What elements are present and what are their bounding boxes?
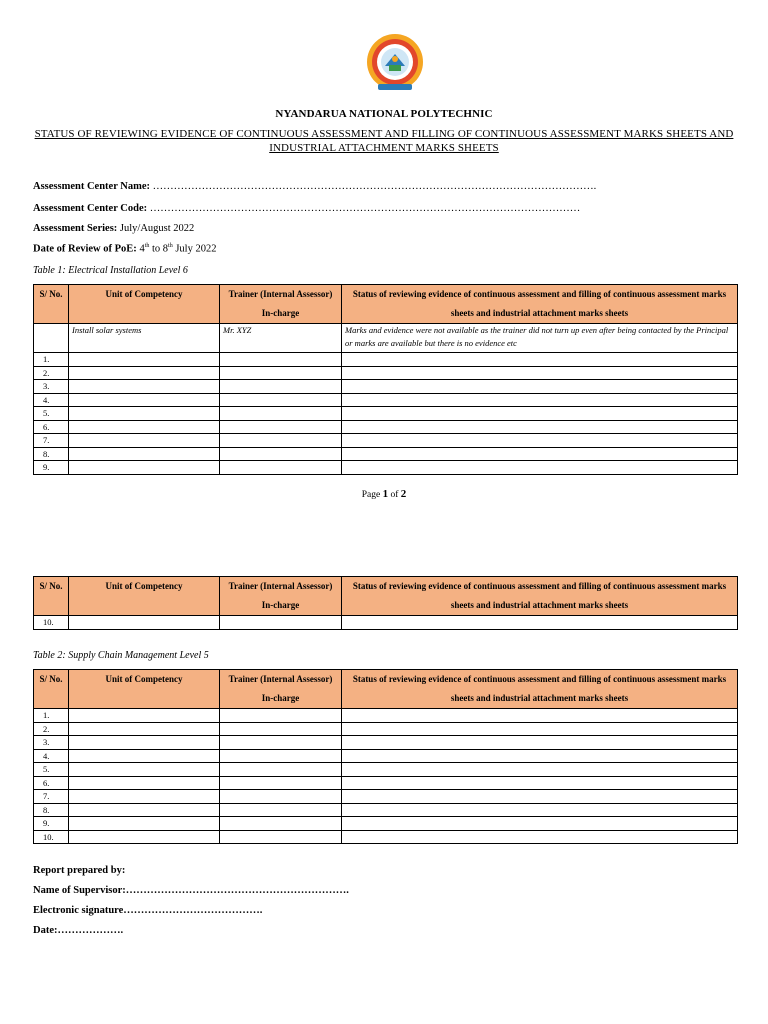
center-code-field bbox=[33, 203, 580, 214]
row-number: 4. bbox=[34, 749, 69, 763]
row-status-cell bbox=[342, 709, 738, 723]
row-number: 1. bbox=[34, 709, 69, 723]
page-current: 1 bbox=[382, 488, 389, 500]
row-trainer-cell bbox=[220, 380, 342, 394]
page-prefix: Page bbox=[361, 490, 381, 500]
col-sno: S/ No. bbox=[34, 670, 69, 709]
row-number: 3. bbox=[34, 380, 69, 394]
row-unit-cell bbox=[69, 407, 220, 421]
row-status-cell bbox=[342, 380, 738, 394]
row-number: 8. bbox=[34, 803, 69, 817]
row-trainer-cell bbox=[220, 393, 342, 407]
col-trainer: Trainer (Internal Assessor) In-charge bbox=[220, 670, 342, 709]
row-unit-cell bbox=[69, 420, 220, 434]
row-unit-cell bbox=[69, 380, 220, 394]
table-row bbox=[34, 380, 738, 394]
supervisor-name-field: Name of Supervisor:………………………………………………………. bbox=[33, 885, 349, 896]
row-unit-cell bbox=[69, 353, 220, 367]
table-row bbox=[34, 790, 738, 804]
table-row bbox=[34, 461, 738, 475]
row-trainer-cell bbox=[220, 434, 342, 448]
center-code-value: …………………………………………………………………………………………………………… bbox=[149, 203, 581, 214]
row-status-cell bbox=[342, 407, 738, 421]
table-row bbox=[34, 366, 738, 380]
review-date-to: to bbox=[151, 243, 161, 255]
row-number: 3. bbox=[34, 736, 69, 750]
col-unit: Unit of Competency bbox=[69, 577, 220, 616]
example-trainer: Mr. XYZ bbox=[220, 324, 342, 353]
row-trainer-cell bbox=[220, 790, 342, 804]
row-number: 8. bbox=[34, 447, 69, 461]
table-row bbox=[34, 763, 738, 777]
assessment-series-field bbox=[33, 223, 194, 234]
row-status-cell bbox=[342, 790, 738, 804]
review-date-day1: 4 bbox=[139, 243, 145, 255]
row-status-cell bbox=[342, 776, 738, 790]
row-unit-cell bbox=[69, 790, 220, 804]
row-number: 10. bbox=[34, 830, 69, 844]
row-status-cell bbox=[342, 420, 738, 434]
row-number: 9. bbox=[34, 817, 69, 831]
row-number: 2. bbox=[34, 366, 69, 380]
row-status-cell bbox=[342, 722, 738, 736]
row-status-cell bbox=[342, 736, 738, 750]
row-status-cell bbox=[342, 616, 738, 630]
row-unit-cell bbox=[69, 803, 220, 817]
table-row bbox=[34, 420, 738, 434]
row-number: 10. bbox=[34, 616, 69, 630]
row-status-cell bbox=[342, 447, 738, 461]
institution-name: NYANDARUA NATIONAL POLYTECHNIC bbox=[275, 108, 493, 120]
table-row bbox=[34, 803, 738, 817]
row-trainer-cell bbox=[220, 709, 342, 723]
row-number: 5. bbox=[34, 763, 69, 777]
row-number: 4. bbox=[34, 393, 69, 407]
table-row bbox=[34, 817, 738, 831]
row-trainer-cell bbox=[220, 749, 342, 763]
col-unit: Unit of Competency bbox=[69, 285, 220, 324]
row-unit-cell bbox=[69, 736, 220, 750]
table-header-row bbox=[34, 577, 738, 616]
center-name-label: Assessment Center Name: bbox=[33, 181, 151, 192]
example-status: Marks and evidence were not available as the trainer did not turn up even after being contacted by the Principal or marks are available but there is no evidence etc bbox=[342, 324, 738, 353]
row-unit-cell bbox=[69, 722, 220, 736]
row-trainer-cell bbox=[220, 447, 342, 461]
row-number: 1. bbox=[34, 353, 69, 367]
example-row bbox=[34, 324, 738, 353]
row-unit-cell bbox=[69, 366, 220, 380]
row-status-cell bbox=[342, 763, 738, 777]
row-unit-cell bbox=[69, 817, 220, 831]
row-trainer-cell bbox=[220, 366, 342, 380]
row-trainer-cell bbox=[220, 803, 342, 817]
table-row bbox=[34, 749, 738, 763]
polytechnic-logo bbox=[364, 32, 426, 94]
review-date-field bbox=[33, 243, 216, 255]
row-trainer-cell bbox=[220, 763, 342, 777]
row-status-cell bbox=[342, 353, 738, 367]
row-trainer-cell bbox=[220, 420, 342, 434]
row-trainer-cell bbox=[220, 776, 342, 790]
row-number: 7. bbox=[34, 790, 69, 804]
review-date-end: July 2022 bbox=[175, 243, 217, 255]
center-name-field bbox=[33, 181, 596, 192]
table-header-row bbox=[34, 670, 738, 709]
row-trainer-cell bbox=[220, 407, 342, 421]
row-status-cell bbox=[342, 461, 738, 475]
electronic-signature-field: Electronic signature…………………………………. bbox=[33, 905, 263, 916]
row-trainer-cell bbox=[220, 830, 342, 844]
row-unit-cell bbox=[69, 776, 220, 790]
row-unit-cell bbox=[69, 393, 220, 407]
row-unit-cell bbox=[69, 461, 220, 475]
page-of: of bbox=[390, 490, 399, 500]
row-status-cell bbox=[342, 434, 738, 448]
review-date-sup2: th bbox=[168, 243, 173, 249]
table-row bbox=[34, 434, 738, 448]
example-unit: Install solar systems bbox=[69, 324, 220, 353]
review-date-label: Date of Review of PoE: bbox=[33, 243, 137, 255]
center-name-value: ………………………………………………………………………………………………………………. bbox=[152, 181, 597, 192]
row-number: 7. bbox=[34, 434, 69, 448]
col-unit: Unit of Competency bbox=[69, 670, 220, 709]
col-trainer: Trainer (Internal Assessor) In-charge bbox=[220, 285, 342, 324]
table-header-row bbox=[34, 285, 738, 324]
table-supply-chain-management bbox=[33, 669, 738, 844]
row-status-cell bbox=[342, 393, 738, 407]
row-number: 2. bbox=[34, 722, 69, 736]
row-status-cell bbox=[342, 830, 738, 844]
col-sno: S/ No. bbox=[34, 577, 69, 616]
row-status-cell bbox=[342, 803, 738, 817]
table-electrical-installation-continued bbox=[33, 576, 738, 630]
row-unit-cell bbox=[69, 763, 220, 777]
row-status-cell bbox=[342, 817, 738, 831]
table-row bbox=[34, 830, 738, 844]
row-status-cell bbox=[342, 749, 738, 763]
table-row bbox=[34, 407, 738, 421]
table-row bbox=[34, 447, 738, 461]
series-value: July/August 2022 bbox=[119, 223, 195, 234]
review-date-sup1: th bbox=[144, 243, 150, 249]
col-trainer: Trainer (Internal Assessor) In-charge bbox=[220, 577, 342, 616]
row-unit-cell bbox=[69, 830, 220, 844]
review-date-day2: 8 bbox=[162, 243, 169, 255]
prepared-by-label: Report prepared by: bbox=[33, 865, 126, 876]
row-trainer-cell bbox=[220, 353, 342, 367]
table-row bbox=[34, 722, 738, 736]
row-unit-cell bbox=[69, 434, 220, 448]
row-trainer-cell bbox=[220, 461, 342, 475]
table-row bbox=[34, 736, 738, 750]
row-unit-cell bbox=[69, 447, 220, 461]
row-number: 9. bbox=[34, 461, 69, 475]
row-unit-cell bbox=[69, 616, 220, 630]
row-status-cell bbox=[342, 366, 738, 380]
document-title: STATUS OF REVIEWING EVIDENCE OF CONTINUOUS ASSESSMENT AND FILLING OF CONTINUOUS ASSESSMENT MARKS SHEETS AND INDUSTRIAL ATTACHMENT MARKS SHEETS bbox=[34, 128, 734, 154]
row-trainer-cell bbox=[220, 616, 342, 630]
col-status: Status of reviewing evidence of continuous assessment and filling of continuous assessment marks sheets and industrial attachment marks sheets bbox=[342, 285, 738, 324]
table2-caption: Table 2: Supply Chain Management Level 5 bbox=[33, 650, 209, 661]
example-sno bbox=[34, 324, 69, 353]
page-total: 2 bbox=[400, 488, 407, 500]
col-sno: S/ No. bbox=[34, 285, 69, 324]
center-code-label: Assessment Center Code: bbox=[33, 203, 148, 214]
table-row bbox=[34, 616, 738, 630]
table-row bbox=[34, 776, 738, 790]
row-unit-cell bbox=[69, 709, 220, 723]
table1-caption: Table 1: Electrical Installation Level 6 bbox=[33, 265, 188, 276]
row-number: 6. bbox=[34, 420, 69, 434]
series-label: Assessment Series: bbox=[33, 223, 118, 234]
table-row bbox=[34, 709, 738, 723]
row-trainer-cell bbox=[220, 722, 342, 736]
date-field: Date:………………. bbox=[33, 925, 124, 936]
page-number bbox=[0, 488, 768, 500]
row-unit-cell bbox=[69, 749, 220, 763]
col-status: Status of reviewing evidence of continuous assessment and filling of continuous assessment marks sheets and industrial attachment marks sheets bbox=[342, 670, 738, 709]
table-row bbox=[34, 353, 738, 367]
table-electrical-installation bbox=[33, 284, 738, 475]
row-trainer-cell bbox=[220, 736, 342, 750]
table-row bbox=[34, 393, 738, 407]
row-trainer-cell bbox=[220, 817, 342, 831]
row-number: 5. bbox=[34, 407, 69, 421]
row-number: 6. bbox=[34, 776, 69, 790]
col-status: Status of reviewing evidence of continuous assessment and filling of continuous assessment marks sheets and industrial attachment marks sheets bbox=[342, 577, 738, 616]
